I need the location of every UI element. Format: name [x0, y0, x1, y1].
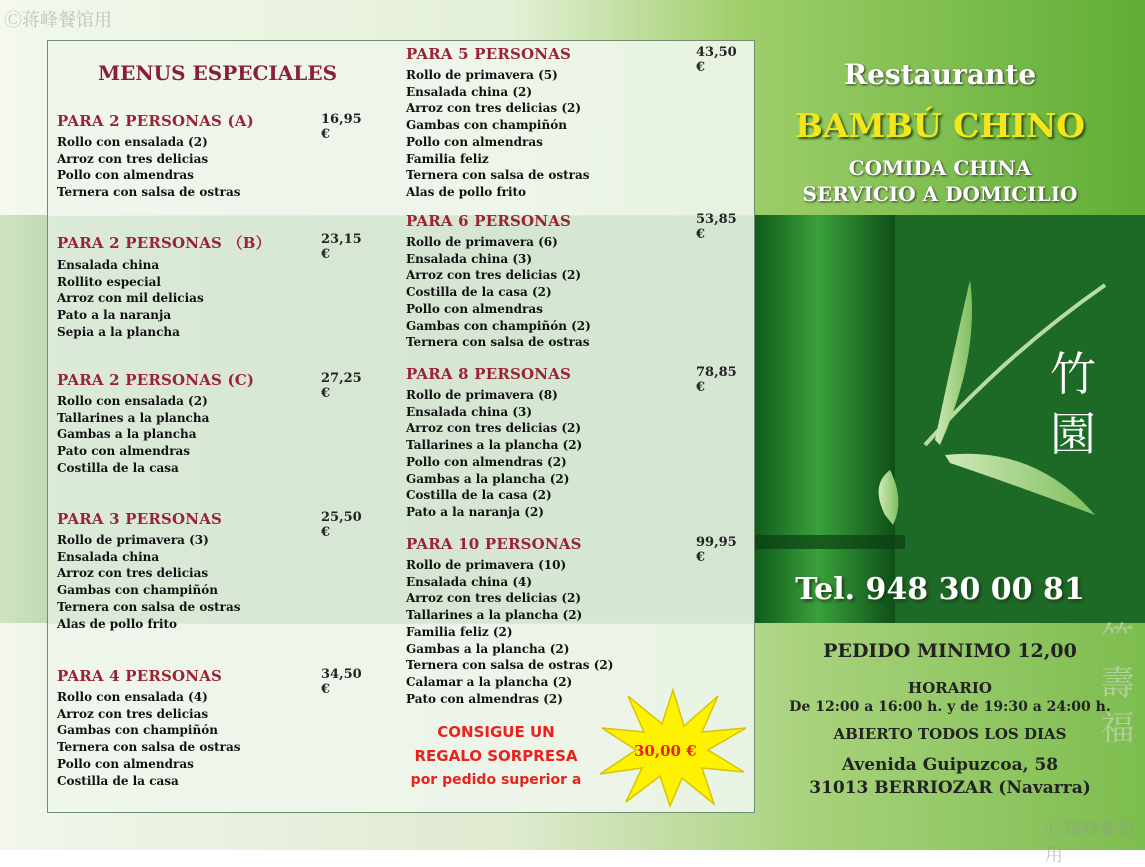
menu-heading: PARA 10 PERSONAS	[406, 535, 582, 553]
menu-item: Pollo con almendras	[406, 301, 543, 316]
menu-heading: PARA 2 PERSONAS （B）	[57, 234, 271, 252]
menu-price: 34,50 €	[321, 667, 362, 697]
menu-item: Ensalada china	[57, 549, 160, 564]
menu-item: Arroz con tres delicias (2)	[406, 101, 582, 116]
menu-item: Rollo de primavera (3)	[57, 533, 209, 547]
watermark-icon: Ⓒ	[4, 10, 22, 31]
menu-item: Ternera con salsa de ostras	[57, 740, 241, 755]
menu-block	[57, 371, 362, 477]
watermark-icon: Ⓒ	[1045, 819, 1063, 840]
calligraphy-decoration: ⺮ 壽 福	[1094, 620, 1134, 744]
menu-item: Tallarines a la plancha (2)	[406, 438, 583, 453]
menu-heading: PARA 6 PERSONAS	[406, 212, 572, 230]
menu-price: 43,50 €	[696, 45, 737, 75]
menu-item: Ensalada china (3)	[406, 404, 533, 419]
menu-item: Gambas a la plancha	[57, 427, 197, 442]
menu-item: Ternera con salsa de ostras	[57, 185, 241, 200]
restaurant-name: BAMBÚ CHINO	[795, 106, 1085, 145]
address-city: 31013 BERRIOZAR (Navarra)	[809, 778, 1091, 798]
menu-price: 78,85 €	[696, 365, 737, 395]
promo-amount: 30,00 €	[634, 742, 697, 760]
menu-items	[57, 689, 241, 789]
menu-item: Arroz con mil delicias	[57, 291, 204, 306]
menu-items	[406, 67, 590, 201]
menu-item: Ensalada china (2)	[406, 84, 533, 99]
menu-item: Arroz con tres delicias (2)	[406, 268, 582, 283]
minimum-order: PEDIDO MINIMO 12,00	[823, 640, 1077, 662]
menu-items	[406, 234, 591, 351]
menu-item: Ensalada china	[57, 258, 160, 272]
menu-block	[406, 535, 737, 707]
menu-item: Costilla de la casa	[57, 773, 179, 788]
telephone: Tel. 948 30 00 81	[795, 572, 1085, 607]
menu-item: Alas de pollo frito	[57, 616, 178, 631]
hanzi-bamboo: 竹	[1050, 347, 1096, 401]
menu-item: Familia feliz (2)	[406, 624, 513, 639]
menu-item: Arroz con tres delicias (2)	[406, 591, 582, 606]
menu-price: 53,85 €	[696, 212, 737, 242]
menu-item: Rollo con ensalada (4)	[57, 690, 208, 704]
menu-item: Familia feliz	[406, 151, 489, 166]
menu-price: 25,50 €	[321, 510, 362, 540]
menu-item: Arroz con tres delicias (2)	[406, 421, 582, 436]
menu-block	[406, 45, 737, 201]
menu-price: 16,95 €	[321, 112, 362, 142]
menu-item: Rollo de primavera (5)	[406, 68, 558, 82]
menu-item: Pollo con almendras	[57, 168, 194, 183]
menu-block	[57, 232, 362, 341]
menu-item: Gambas con champiñón	[57, 723, 218, 738]
open-every-day: ABIERTO TODOS LOS DIAS	[833, 725, 1067, 743]
menu-block	[57, 667, 362, 789]
hours-label: HORARIO	[908, 679, 992, 697]
menu-item: Calamar a la plancha (2)	[406, 674, 573, 689]
menu-item: Arroz con tres delicias	[57, 566, 209, 581]
menu-item: Pollo con almendras	[57, 756, 194, 771]
menu-heading: PARA 4 PERSONAS	[57, 667, 223, 685]
menu-title: MENUS ESPECIALES	[98, 61, 338, 85]
menu-items	[57, 393, 254, 477]
menu-price: 99,95 €	[696, 535, 737, 565]
restaurant-tagline-1: COMIDA CHINA	[848, 156, 1032, 180]
menu-block	[57, 510, 362, 632]
menu-item: Alas de pollo frito	[406, 184, 527, 199]
menu-item: Costilla de la casa (2)	[406, 488, 552, 503]
watermark-top: Ⓒ蒋峰餐馆用	[4, 10, 112, 31]
menu-item: Rollo con ensalada (2)	[57, 135, 208, 149]
menu-heading: PARA 2 PERSONAS (A)	[57, 112, 254, 130]
menu-item: Ensalada china (3)	[406, 251, 533, 266]
menu-items	[406, 557, 613, 707]
menu-heading: PARA 3 PERSONAS	[57, 510, 223, 528]
menu-item: Ternera con salsa de ostras	[57, 599, 241, 614]
promo-line1: CONSIGUE UN	[437, 723, 555, 741]
menu-item: Pato con almendras	[57, 444, 191, 459]
watermark-bottom: Ⓒ蒋峰餐馆用	[1045, 819, 1135, 866]
menu-heading: PARA 8 PERSONAS	[406, 365, 572, 383]
menu-item: Costilla de la casa	[57, 460, 179, 475]
restaurant-label: Restaurante	[843, 58, 1037, 91]
menu-item: Pollo con almendras (2)	[406, 454, 567, 469]
menu-block	[57, 112, 362, 201]
menu-item: Gambas con champiñón	[57, 583, 218, 598]
hours-value: De 12:00 a 16:00 h. y de 19:30 a 24:00 h.	[789, 699, 1111, 715]
menu-item: Tallarines a la plancha (2)	[406, 608, 583, 623]
promo-line3: por pedido superior a	[410, 772, 582, 788]
menu-item: Costilla de la casa (2)	[406, 285, 552, 300]
menu-item: Tallarines a la plancha	[57, 410, 210, 425]
menu-heading: PARA 5 PERSONAS	[406, 45, 572, 63]
menu-price: 27,25 €	[321, 371, 362, 401]
menu-item: Gambas con champiñón (2)	[406, 318, 591, 333]
menu-heading: PARA 2 PERSONAS (C)	[57, 371, 255, 389]
menu-block	[406, 212, 737, 351]
menu-items	[406, 387, 582, 521]
menu-item: Ternera con salsa de ostras (2)	[406, 658, 614, 673]
menu-item: Pollo con almendras	[406, 134, 543, 149]
menu-item: Ternera con salsa de ostras	[406, 168, 590, 183]
menu-item: Ternera con salsa de ostras	[406, 335, 590, 350]
menu-items	[57, 134, 254, 201]
promo-line2: REGALO SORPRESA	[414, 747, 578, 765]
menu-item: Gambas a la plancha (2)	[406, 471, 570, 486]
restaurant-tagline-2: SERVICIO A DOMICILIO	[802, 182, 1078, 206]
menu-item: Gambas a la plancha (2)	[406, 641, 570, 656]
menu-item: Gambas con champiñón	[406, 118, 567, 133]
address-street: Avenida Guipuzcoa, 58	[841, 755, 1059, 775]
menu-item: Rollo de primavera (8)	[406, 388, 558, 402]
menu-price: 23,15 €	[321, 232, 362, 262]
menu-item: Sepia a la plancha	[57, 324, 180, 339]
menu-item: Rollo de primavera (6)	[406, 235, 558, 249]
menu-item: Pato a la naranja	[57, 308, 172, 323]
menu-item: Arroz con tres delicias	[57, 706, 209, 721]
menu-block	[406, 365, 737, 521]
menu-item: Rollo con ensalada (2)	[57, 394, 208, 408]
menu-item: Pato con almendras (2)	[406, 691, 563, 706]
menu-item: Arroz con tres delicias	[57, 151, 209, 166]
menu-item: Rollo de primavera (10)	[406, 558, 567, 572]
menu-items	[57, 532, 241, 632]
promo-text	[406, 720, 586, 792]
menu-item: Pato a la naranja (2)	[406, 504, 544, 519]
menu-item: Ensalada china (4)	[406, 574, 533, 589]
menu-items	[57, 257, 271, 341]
hanzi-garden: 園	[1050, 407, 1096, 461]
menu-item: Rollito especial	[57, 274, 161, 289]
